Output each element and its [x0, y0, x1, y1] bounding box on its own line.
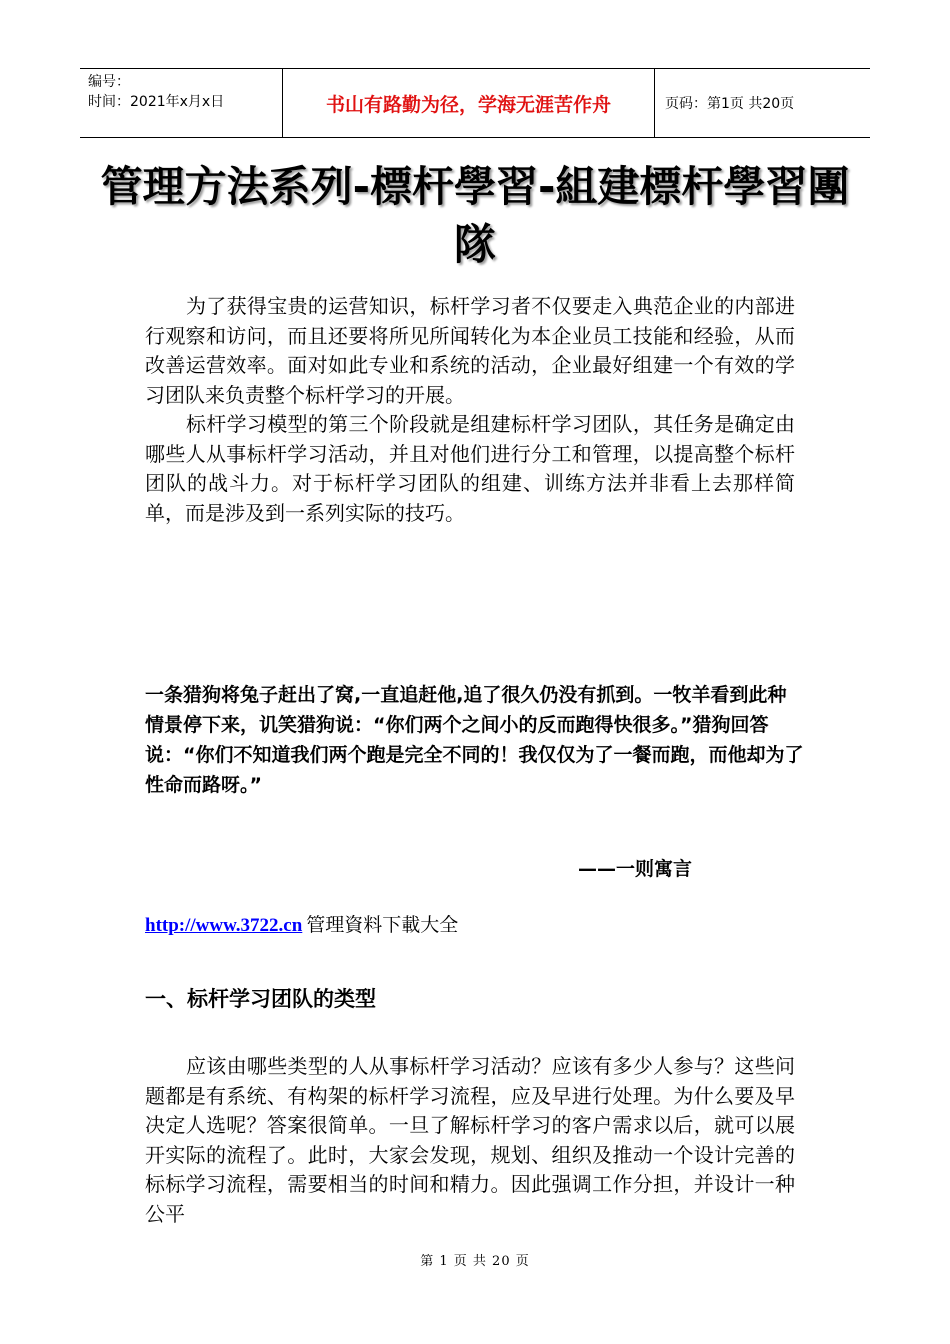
resource-link-line: [145, 910, 458, 937]
header-motto: 书山有路勤为径，学海无涯苦作舟: [282, 69, 655, 137]
header-page-info: 页码：第1页 共20页: [665, 96, 795, 112]
resource-link[interactable]: http://www.3722.cn: [145, 915, 303, 936]
intro-paragraph-1: 为了获得宝贵的运营知识，标杆学习者不仅要走入典范企业的内部进行观察和访问，而且还要将所见所闻转化为本企业员工技能和经验，从而改善运营效率。面对如此专业和系统的活动，企业最好组建一个有效的学习团队来负责整个标杆学习的开展。: [145, 294, 795, 407]
section-paragraph: 应该由哪些类型的人从事标杆学习活动？应该有多少人参与？这些问题都是有系统、有构架的标杆学习流程，应及早进行处理。为什么要及早决定人选呢？答案很简单。一旦了解标杆学习的客户需求以后，就可以展开实际的流程了。此时，大家会发现，规划、组织及推动一个设计完善的标标学习流程，需要相当的时间和精力。因此强调工作分担，并设计一种公平: [145, 1054, 795, 1226]
page-header: [80, 68, 870, 138]
intro-paragraph-2: 标杆学习模型的第三个阶段就是组建标杆学习团队，其任务是确定由哪些人从事标杆学习活动，并且对他们进行分工和管理，以提高整个标杆团队的战斗力。对于标杆学习团队的组建、训练方法并非看上去那样简单，而是涉及到一系列实际的技巧。: [145, 412, 795, 525]
fable-source: ——一则寓言: [578, 858, 693, 880]
document-title: 管理方法系列-標杆學習-組建標杆學習團隊: [100, 162, 850, 269]
document-number-label: 编号：: [88, 74, 130, 90]
header-meta: [80, 69, 282, 137]
section-heading: 一、标杆学习团队的类型: [145, 987, 376, 1011]
fable-text: 一条猎狗将兔子赶出了窝,一直追赶他,追了很久仍没有抓到。一牧羊看到此种情景停下来，讥笑猎狗说：“你们两个之间小的反而跑得快很多。”猎狗回答说：“你们不知道我们两个跑是完全不同的！我仅仅为了一餐而跑，而他却为了性命而路呀。”: [145, 684, 804, 796]
resource-link-description: 管理資料下載大全: [306, 914, 459, 936]
page-footer: 第 1 页 共 20 页: [420, 1254, 530, 1269]
document-date: 时间：2021年x月x日: [88, 94, 225, 110]
